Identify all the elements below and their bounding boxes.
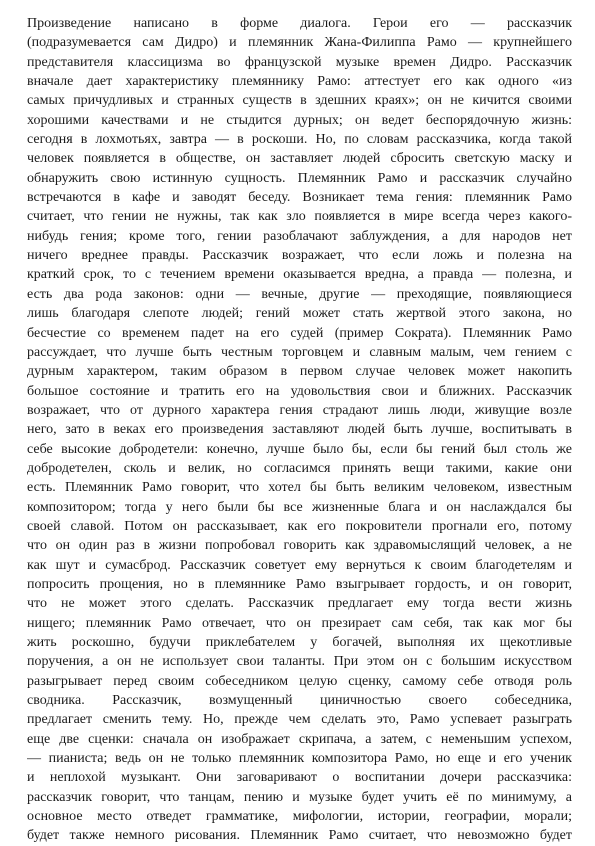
text-line: него, зато в веках его произведения заставляют людей быть лучше, воспитывать в <box>27 422 572 438</box>
text-line: еще две сценки: сначала он изображает скрипача, а затем, с неменьшим успехом, <box>27 731 572 747</box>
text-line: своей славой. Потом он рассказывает, как его покровители прогнали его, потому <box>27 518 572 534</box>
text-line: добродетелен, сколь и велик, но согласимся принять вещи такими, какие они <box>27 460 572 476</box>
text-line: есть. Племянник Рамо говорит, что хотел бы быть великим человеком, известным <box>27 480 572 496</box>
text-line: разыгрывает перед своим собеседником целую сценку, самому себе отводя роль <box>27 673 572 689</box>
document-page <box>27 14 572 846</box>
text-line: предлагает сменить тему. Но, прежде чем сделать это, Рамо успевает разыграть <box>27 712 572 728</box>
text-line: самых причудливых и странных существ в здешних краях»; он не кичится своими <box>27 93 572 109</box>
text-line: рассуждает, что лучше быть честным торговцем и славным малым, чем гением с <box>27 344 572 360</box>
text-line: встречаются в кафе и заводят беседу. Возникает тема гения: племянник Рамо <box>27 190 572 206</box>
text-line: будет также немного рисования. Племянник Рамо считает, что невозможно будет <box>27 828 572 844</box>
text-line: краткий срок, то с течением времени оказывается вредна, а правда — полезна, и <box>27 267 572 283</box>
text-line: возражает, что от дурного характера гения страдают лишь люди, живущие возле <box>27 402 572 418</box>
text-line: что не может этого сделать. Рассказчик предлагает ему тогда вести жизнь <box>27 596 572 612</box>
text-line: нибудь гения; кроме того, гении разоблачают заблуждения, а для народов нет <box>27 228 572 244</box>
text-line: (подразумевается сам Дидро) и племянник Жана-Филиппа Рамо — крупнейшего <box>27 35 572 51</box>
text-line: представителя классицизма во французской музыке времен Дидро. Рассказчик <box>27 54 572 70</box>
text-line: себе высокие добродетели: конечно, лучше было бы, если бы гений был столь же <box>27 441 572 457</box>
text-line: что он один раз в жизни попробовал говорить как здравомыслящий человек, а не <box>27 538 572 554</box>
text-line: вначале дает характеристику племяннику Рамо: аттестует его как одного «из <box>27 74 572 90</box>
text-line: хорошими качествами и не стыдится дурных; он ведет беспорядочную жизнь: <box>27 112 572 128</box>
text-line: и неплохой музыкант. Они заговаривают о воспитании дочери рассказчика: <box>27 770 572 786</box>
text-line: сводника. Рассказчик, возмущенный циничностью своего собеседника, <box>27 693 572 709</box>
text-line: есть два рода законов: одни — вечные, другие — преходящие, появляющиеся <box>27 286 572 302</box>
text-line: сегодня в лохмотьях, завтра — в роскоши. Но, по словам рассказчика, когда такой <box>27 132 572 148</box>
text-line: как шут и сумасброд. Рассказчик советует ему вернуться к своим благодетелям и <box>27 557 572 573</box>
text-line: лишь благодаря слепоте людей; гений может стать жертвой этого закона, но <box>27 306 572 322</box>
text-line: Произведение написано в форме диалога. Герои его — рассказчик <box>27 16 572 31</box>
text-line: — пианиста; ведь он не только племянник композитора Рамо, но еще и его ученик <box>27 751 572 767</box>
text-line: попросить прощения, но в племяннике Рамо взыгрывает гордость, и он говорит, <box>27 576 572 592</box>
text-line: большое состояние и тратить его на удовольствия свои и ближних. Рассказчик <box>27 383 572 399</box>
text-line: человек появляется в обществе, он заставляет людей сбросить светскую маску и <box>27 151 572 167</box>
text-line: дурным характером, таким образом в первом случае человек может накопить <box>27 364 572 380</box>
text-line: считает, что гении не нужны, так как зло появляется в мире всегда через какого- <box>27 209 572 225</box>
text-line: обнаружить свою истинную сущность. Племянник Рамо и рассказчик случайно <box>27 170 572 186</box>
text-line: рассказчик говорит, что танцам, пению и музыке будет учить её по минимуму, а <box>27 789 572 805</box>
text-line: композитором; тогда у него были бы все жизненные блага и он наслаждался бы <box>27 499 572 515</box>
text-line: ничего вреднее правды. Рассказчик возражает, что если ложь и полезна на <box>27 248 572 264</box>
text-line: бесчестие со временем падет на его судей (пример Сократа). Племянник Рамо <box>27 325 572 341</box>
text-line: нищего; племянник Рамо отвечает, что он презирает сам себя, так как мог бы <box>27 615 572 631</box>
text-line: поручения, а он не использует свои таланты. При этом он с большим искусством <box>27 654 572 670</box>
text-line: жить роскошно, будучи приклебателем у богачей, выполняя их щекотливые <box>27 635 572 650</box>
text-line: основное место отведет грамматике, мифологии, истории, географии, морали; <box>27 809 572 825</box>
